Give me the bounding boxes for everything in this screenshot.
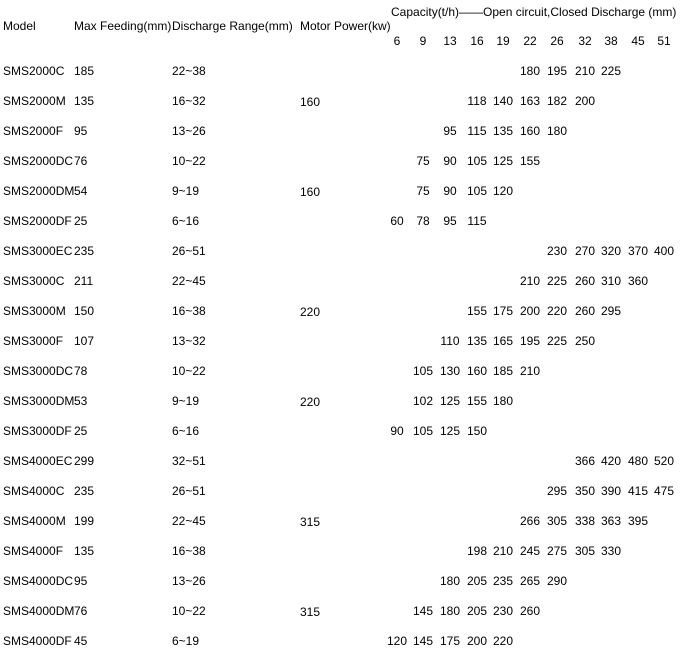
discharge-range-cell: 13~26 <box>172 574 206 588</box>
capacity-cell: 145 <box>412 604 434 618</box>
capacity-cell: 195 <box>546 64 568 78</box>
max-feeding-cell: 78 <box>74 364 88 378</box>
capacity-cell: 220 <box>546 304 568 318</box>
capacity-cell: 260 <box>574 304 596 318</box>
motor-power-cell: 160 <box>300 185 321 199</box>
capacity-cell: 330 <box>600 544 622 558</box>
discharge-range-cell: 13~32 <box>172 334 206 348</box>
max-feeding-cell: 54 <box>74 184 88 198</box>
capacity-cell: 125 <box>439 394 461 408</box>
capacity-cell: 105 <box>466 184 488 198</box>
discharge-size-label: 19 <box>496 34 510 48</box>
capacity-cell: 90 <box>443 184 457 198</box>
header-discharge-range: Discharge Range(mm) <box>172 19 293 33</box>
discharge-range-cell: 10~22 <box>172 604 206 618</box>
model-cell: SMS3000DF <box>3 424 72 438</box>
max-feeding-cell: 135 <box>74 94 95 108</box>
model-cell: SMS2000M <box>3 94 66 108</box>
capacity-cell: 78 <box>416 214 430 228</box>
capacity-cell: 175 <box>492 304 514 318</box>
capacity-cell: 200 <box>574 94 596 108</box>
discharge-range-cell: 9~19 <box>172 394 200 408</box>
motor-power-cell: 315 <box>300 515 321 529</box>
capacity-cell: 95 <box>443 124 457 138</box>
max-feeding-cell: 107 <box>74 334 95 348</box>
capacity-cell: 520 <box>653 454 675 468</box>
capacity-cell: 180 <box>439 604 461 618</box>
capacity-cell: 140 <box>492 94 514 108</box>
capacity-cell: 230 <box>546 244 568 258</box>
discharge-range-cell: 22~38 <box>172 64 206 78</box>
capacity-cell: 265 <box>519 574 541 588</box>
max-feeding-cell: 76 <box>74 604 88 618</box>
capacity-cell: 270 <box>574 244 596 258</box>
capacity-cell: 195 <box>519 334 541 348</box>
header-model: Model <box>3 19 36 33</box>
discharge-size-label: 26 <box>550 34 564 48</box>
capacity-cell: 245 <box>519 544 541 558</box>
discharge-range-cell: 22~45 <box>172 274 206 288</box>
capacity-cell: 395 <box>627 514 649 528</box>
discharge-size-label: 32 <box>578 34 592 48</box>
discharge-range-cell: 32~51 <box>172 454 206 468</box>
capacity-cell: 125 <box>492 154 514 168</box>
capacity-cell: 105 <box>412 364 434 378</box>
capacity-cell: 135 <box>492 124 514 138</box>
capacity-cell: 266 <box>519 514 541 528</box>
motor-power-cell: 160 <box>300 95 321 109</box>
capacity-cell: 185 <box>492 364 514 378</box>
motor-power-cell: 220 <box>300 305 321 319</box>
max-feeding-cell: 235 <box>74 484 95 498</box>
model-cell: SMS3000M <box>3 304 66 318</box>
max-feeding-cell: 235 <box>74 244 95 258</box>
discharge-size-label: 51 <box>657 34 671 48</box>
capacity-cell: 360 <box>627 274 649 288</box>
max-feeding-cell: 53 <box>74 394 88 408</box>
model-cell: SMS2000C <box>3 64 65 78</box>
capacity-cell: 420 <box>600 454 622 468</box>
capacity-cell: 225 <box>600 64 622 78</box>
capacity-cell: 163 <box>519 94 541 108</box>
model-cell: SMS2000DF <box>3 214 72 228</box>
discharge-range-cell: 16~38 <box>172 544 206 558</box>
capacity-cell: 135 <box>466 334 488 348</box>
max-feeding-cell: 199 <box>74 514 95 528</box>
max-feeding-cell: 25 <box>74 424 88 438</box>
capacity-cell: 366 <box>574 454 596 468</box>
capacity-cell: 165 <box>492 334 514 348</box>
capacity-cell: 180 <box>519 64 541 78</box>
capacity-cell: 120 <box>492 184 514 198</box>
capacity-cell: 415 <box>627 484 649 498</box>
capacity-cell: 275 <box>546 544 568 558</box>
model-cell: SMS3000DC <box>3 364 74 378</box>
max-feeding-cell: 150 <box>74 304 95 318</box>
discharge-size-label: 13 <box>443 34 457 48</box>
max-feeding-cell: 135 <box>74 544 95 558</box>
max-feeding-cell: 95 <box>74 574 88 588</box>
capacity-cell: 220 <box>492 634 514 648</box>
capacity-cell: 260 <box>519 604 541 618</box>
discharge-size-label: 9 <box>419 34 427 48</box>
discharge-size-label: 38 <box>604 34 618 48</box>
capacity-cell: 105 <box>412 424 434 438</box>
capacity-cell: 118 <box>467 94 487 108</box>
capacity-cell: 338 <box>574 514 596 528</box>
model-cell: SMS3000F <box>3 334 64 348</box>
capacity-cell: 290 <box>546 574 568 588</box>
capacity-cell: 75 <box>416 154 430 168</box>
discharge-range-cell: 6~19 <box>172 634 200 648</box>
discharge-size-label: 45 <box>631 34 645 48</box>
capacity-cell: 75 <box>416 184 430 198</box>
discharge-range-cell: 6~16 <box>172 214 200 228</box>
capacity-cell: 150 <box>466 424 488 438</box>
discharge-range-cell: 13~26 <box>172 124 206 138</box>
capacity-cell: 155 <box>466 304 488 318</box>
max-feeding-cell: 185 <box>74 64 95 78</box>
discharge-range-cell: 6~16 <box>172 424 200 438</box>
capacity-cell: 95 <box>443 214 457 228</box>
capacity-cell: 210 <box>519 274 541 288</box>
model-cell: SMS4000DC <box>3 574 74 588</box>
model-cell: SMS4000DF <box>3 634 72 648</box>
capacity-cell: 225 <box>546 274 568 288</box>
capacity-cell: 115 <box>467 124 487 138</box>
capacity-cell: 230 <box>492 604 514 618</box>
discharge-range-cell: 26~51 <box>172 244 206 258</box>
capacity-cell: 155 <box>466 394 488 408</box>
capacity-cell: 370 <box>627 244 649 258</box>
capacity-cell: 205 <box>466 574 488 588</box>
capacity-cell: 130 <box>439 364 461 378</box>
model-cell: SMS4000DM <box>3 604 75 618</box>
capacity-cell: 160 <box>519 124 541 138</box>
discharge-range-cell: 9~19 <box>172 184 200 198</box>
capacity-cell: 400 <box>653 244 675 258</box>
capacity-cell: 350 <box>574 484 596 498</box>
capacity-cell: 200 <box>519 304 541 318</box>
capacity-cell: 363 <box>600 514 622 528</box>
capacity-cell: 260 <box>574 274 596 288</box>
capacity-cell: 155 <box>519 154 541 168</box>
model-cell: SMS2000F <box>3 124 64 138</box>
model-cell: SMS3000DM <box>3 394 75 408</box>
capacity-cell: 60 <box>390 214 404 228</box>
capacity-cell: 120 <box>386 634 408 648</box>
discharge-range-cell: 16~32 <box>172 94 206 108</box>
discharge-range-cell: 26~51 <box>172 484 206 498</box>
capacity-cell: 180 <box>439 574 461 588</box>
capacity-cell: 90 <box>390 424 404 438</box>
max-feeding-cell: 211 <box>74 274 94 288</box>
capacity-cell: 90 <box>443 154 457 168</box>
discharge-range-cell: 22~45 <box>172 514 206 528</box>
capacity-cell: 295 <box>600 304 622 318</box>
motor-power-cell: 315 <box>300 605 321 619</box>
capacity-cell: 305 <box>546 514 568 528</box>
capacity-cell: 180 <box>492 394 514 408</box>
discharge-size-label: 16 <box>470 34 484 48</box>
capacity-cell: 182 <box>546 94 568 108</box>
motor-power-cell: 220 <box>300 395 321 409</box>
capacity-cell: 200 <box>466 634 488 648</box>
capacity-cell: 320 <box>600 244 622 258</box>
capacity-cell: 310 <box>600 274 622 288</box>
model-cell: SMS4000M <box>3 514 66 528</box>
max-feeding-cell: 299 <box>74 454 95 468</box>
capacity-cell: 160 <box>466 364 488 378</box>
max-feeding-cell: 76 <box>74 154 88 168</box>
header-motor-power: Motor Power(kw) <box>300 19 391 33</box>
discharge-range-cell: 10~22 <box>172 364 206 378</box>
capacity-cell: 180 <box>546 124 568 138</box>
model-cell: SMS4000EC <box>3 454 73 468</box>
capacity-cell: 235 <box>492 574 514 588</box>
capacity-cell: 305 <box>574 544 596 558</box>
header-capacity: Capacity(t/h)——Open circuit,Closed Discharge (mm) <box>391 5 677 19</box>
capacity-cell: 205 <box>466 604 488 618</box>
capacity-cell: 198 <box>466 544 488 558</box>
capacity-cell: 225 <box>546 334 568 348</box>
discharge-size-label: 6 <box>393 34 401 48</box>
max-feeding-cell: 45 <box>74 634 88 648</box>
capacity-cell: 295 <box>546 484 568 498</box>
capacity-cell: 115 <box>467 214 487 228</box>
discharge-size-label: 22 <box>523 34 537 48</box>
capacity-cell: 210 <box>574 64 596 78</box>
model-cell: SMS3000EC <box>3 244 73 258</box>
capacity-cell: 390 <box>600 484 622 498</box>
model-cell: SMS3000C <box>3 274 65 288</box>
discharge-range-cell: 16~38 <box>172 304 206 318</box>
capacity-cell: 125 <box>439 424 461 438</box>
model-cell: SMS2000DC <box>3 154 74 168</box>
capacity-cell: 210 <box>492 544 514 558</box>
header-max-feeding: Max Feeding(mm) <box>74 19 172 33</box>
capacity-cell: 250 <box>574 334 596 348</box>
capacity-cell: 210 <box>519 364 541 378</box>
capacity-cell: 480 <box>627 454 649 468</box>
max-feeding-cell: 25 <box>74 214 88 228</box>
model-cell: SMS4000F <box>3 544 64 558</box>
capacity-cell: 145 <box>412 634 434 648</box>
model-cell: SMS4000C <box>3 484 65 498</box>
capacity-cell: 475 <box>653 484 675 498</box>
max-feeding-cell: 95 <box>74 124 88 138</box>
capacity-cell: 175 <box>439 634 461 648</box>
discharge-range-cell: 10~22 <box>172 154 206 168</box>
capacity-cell: 110 <box>440 334 460 348</box>
capacity-cell: 102 <box>412 394 434 408</box>
model-cell: SMS2000DM <box>3 184 75 198</box>
capacity-cell: 105 <box>466 154 488 168</box>
